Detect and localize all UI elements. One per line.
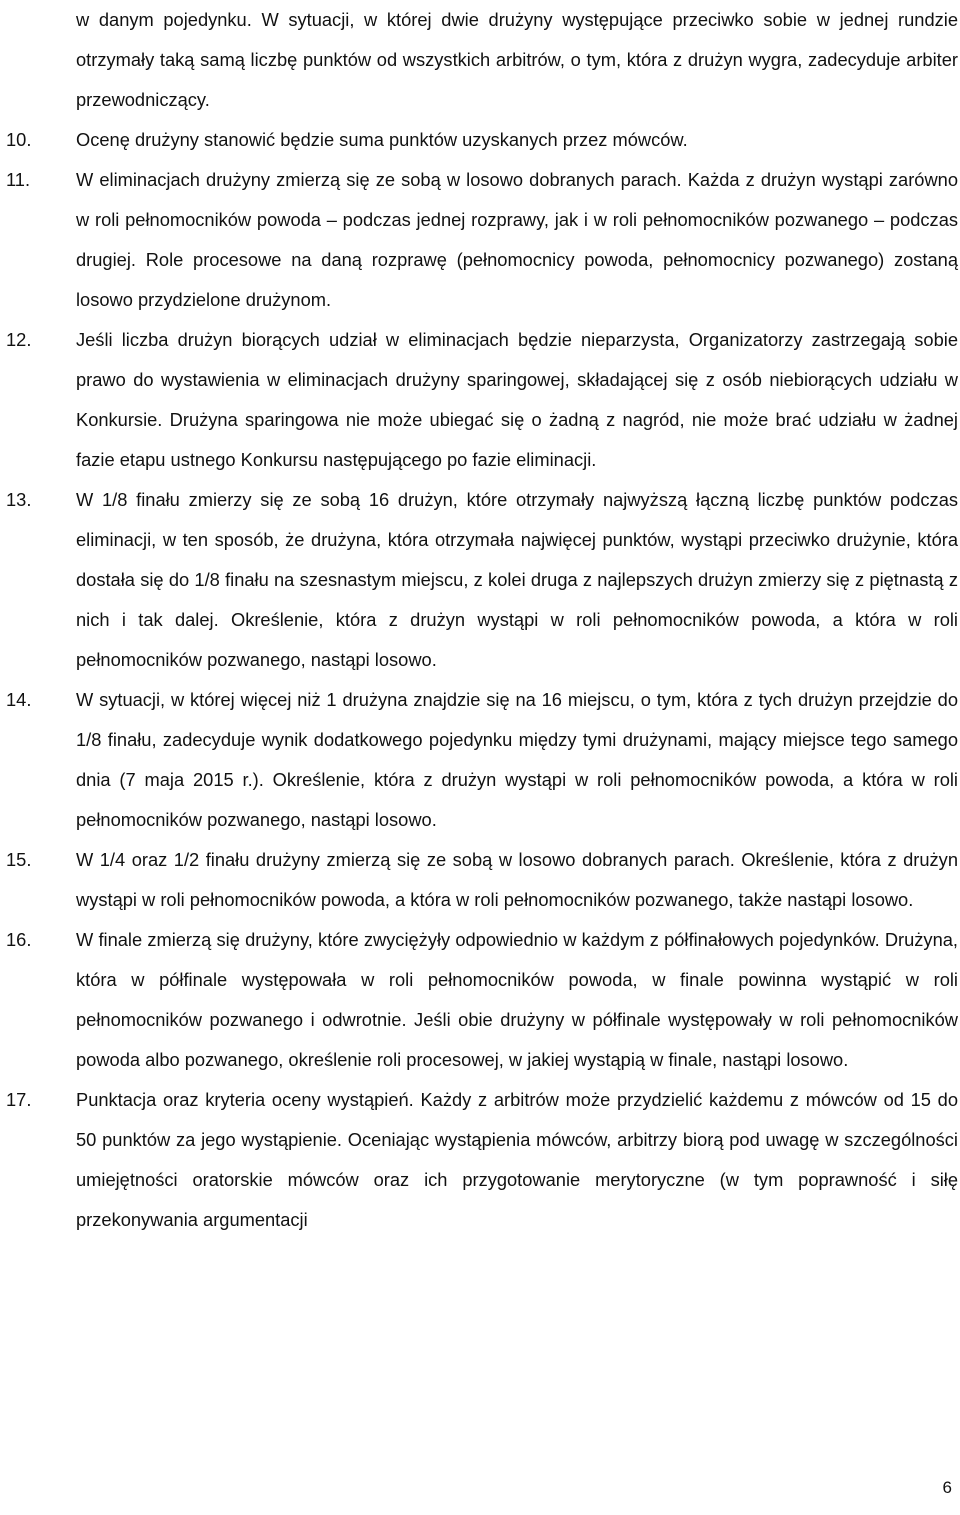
continued-paragraph: w danym pojedynku. W sytuacji, w której dwie drużyny występujące przeciwko sobie w jednej rundzie otrzymały taką samą liczbę punktów od wszystkich arbitrów, o tym, która z drużyn wygra, zadecyduje arbiter przewodniczący. bbox=[76, 9, 958, 110]
item-text: W 1/4 oraz 1/2 finału drużyny zmierzą się ze sobą w losowo dobranych parach. Określenie, która z drużyn wystąpi w roli pełnomocników powoda, a która w roli pełnomocników pozwanego, także nastąpi losowo. bbox=[76, 849, 958, 910]
page-number: 6 bbox=[942, 1478, 952, 1497]
list-item-14 bbox=[6, 680, 958, 840]
list-item-12 bbox=[6, 320, 958, 480]
list-item-11 bbox=[6, 160, 958, 320]
item-number: 13. bbox=[6, 489, 32, 510]
list-item-13 bbox=[6, 480, 958, 680]
item-text: Ocenę drużyny stanowić będzie suma punktów uzyskanych przez mówców. bbox=[76, 129, 688, 150]
item-text: W finale zmierzą się drużyny, które zwyciężyły odpowiednio w każdym z półfinałowych pojedynków. Drużyna, która w półfinale występowała w roli pełnomocników powoda, w finale powinna wystąpić w roli pełnomocników pozwanego i odwrotnie. Jeśli obie drużyny w półfinale występowały w roli pełnomocników powoda albo pozwanego, określenie roli procesowej, w jakiej wystąpią w finale, nastąpi losowo. bbox=[76, 929, 958, 1070]
item-number: 16. bbox=[6, 929, 32, 950]
item-text: W 1/8 finału zmierzy się ze sobą 16 drużyn, które otrzymały najwyższą łączną liczbę punktów podczas eliminacji, w ten sposób, że drużyna, która otrzymała najwięcej punktów, wystąpi przeciwko drużynie, która dostała się do 1/8 finału na szesnastym miejscu, z kolei druga z najlepszych drużyn zmierzy się z piętnastą z nich i tak dalej. Określenie, która z drużyn wystąpi w roli pełnomocników powoda, a która w roli pełnomocników pozwanego, nastąpi losowo. bbox=[76, 489, 958, 670]
list-item-15 bbox=[6, 840, 958, 920]
document-body bbox=[6, 0, 958, 1240]
list-item-16 bbox=[6, 920, 958, 1080]
item-text: Punktacja oraz kryteria oceny wystąpień. Każdy z arbitrów może przydzielić każdemu z mówców od 15 do 50 punktów za jego wystąpienie. Oceniając wystąpienia mówców, arbitrzy biorą pod uwagę w szczególności umiejętności oratorskie mówców oraz ich przygotowanie merytoryczne (w tym poprawność i siłę przekonywania argumentacji bbox=[76, 1089, 958, 1230]
item-number: 17. bbox=[6, 1089, 32, 1110]
list-item-10 bbox=[6, 120, 958, 160]
item-text: Jeśli liczba drużyn biorących udział w eliminacjach będzie nieparzysta, Organizatorzy zastrzegają sobie prawo do wystawienia w eliminacjach drużyny sparingowej, składającej się z osób niebiorących udziału w Konkursie. Drużyna sparingowa nie może ubiegać się o żadną z nagród, nie może brać udziału w żadnej fazie etapu ustnego Konkursu następującego po fazie eliminacji. bbox=[76, 329, 958, 470]
list-item-17 bbox=[6, 1080, 958, 1240]
item-number: 15. bbox=[6, 849, 32, 870]
item-number: 12. bbox=[6, 329, 32, 350]
item-text: W sytuacji, w której więcej niż 1 drużyna znajdzie się na 16 miejscu, o tym, która z tych drużyn przejdzie do 1/8 finału, zadecyduje wynik dodatkowego pojedynku między tymi drużynami, mający miejsce tego samego dnia (7 maja 2015 r.). Określenie, która z drużyn wystąpi w roli pełnomocników powoda, a która w roli pełnomocników pozwanego, nastąpi losowo. bbox=[76, 689, 958, 830]
item-number: 14. bbox=[6, 689, 32, 710]
item-number: 10. bbox=[6, 129, 32, 150]
item-text: W eliminacjach drużyny zmierzą się ze sobą w losowo dobranych parach. Każda z drużyn wystąpi zarówno w roli pełnomocników powoda – podczas jednej rozprawy, jak i w roli pełnomocników pozwanego – podczas drugiej. Role procesowe na daną rozprawę (pełnomocnicy powoda, pełnomocnicy pozwanego) zostaną losowo przydzielone drużynom. bbox=[76, 169, 958, 310]
item-number: 11. bbox=[6, 169, 31, 190]
